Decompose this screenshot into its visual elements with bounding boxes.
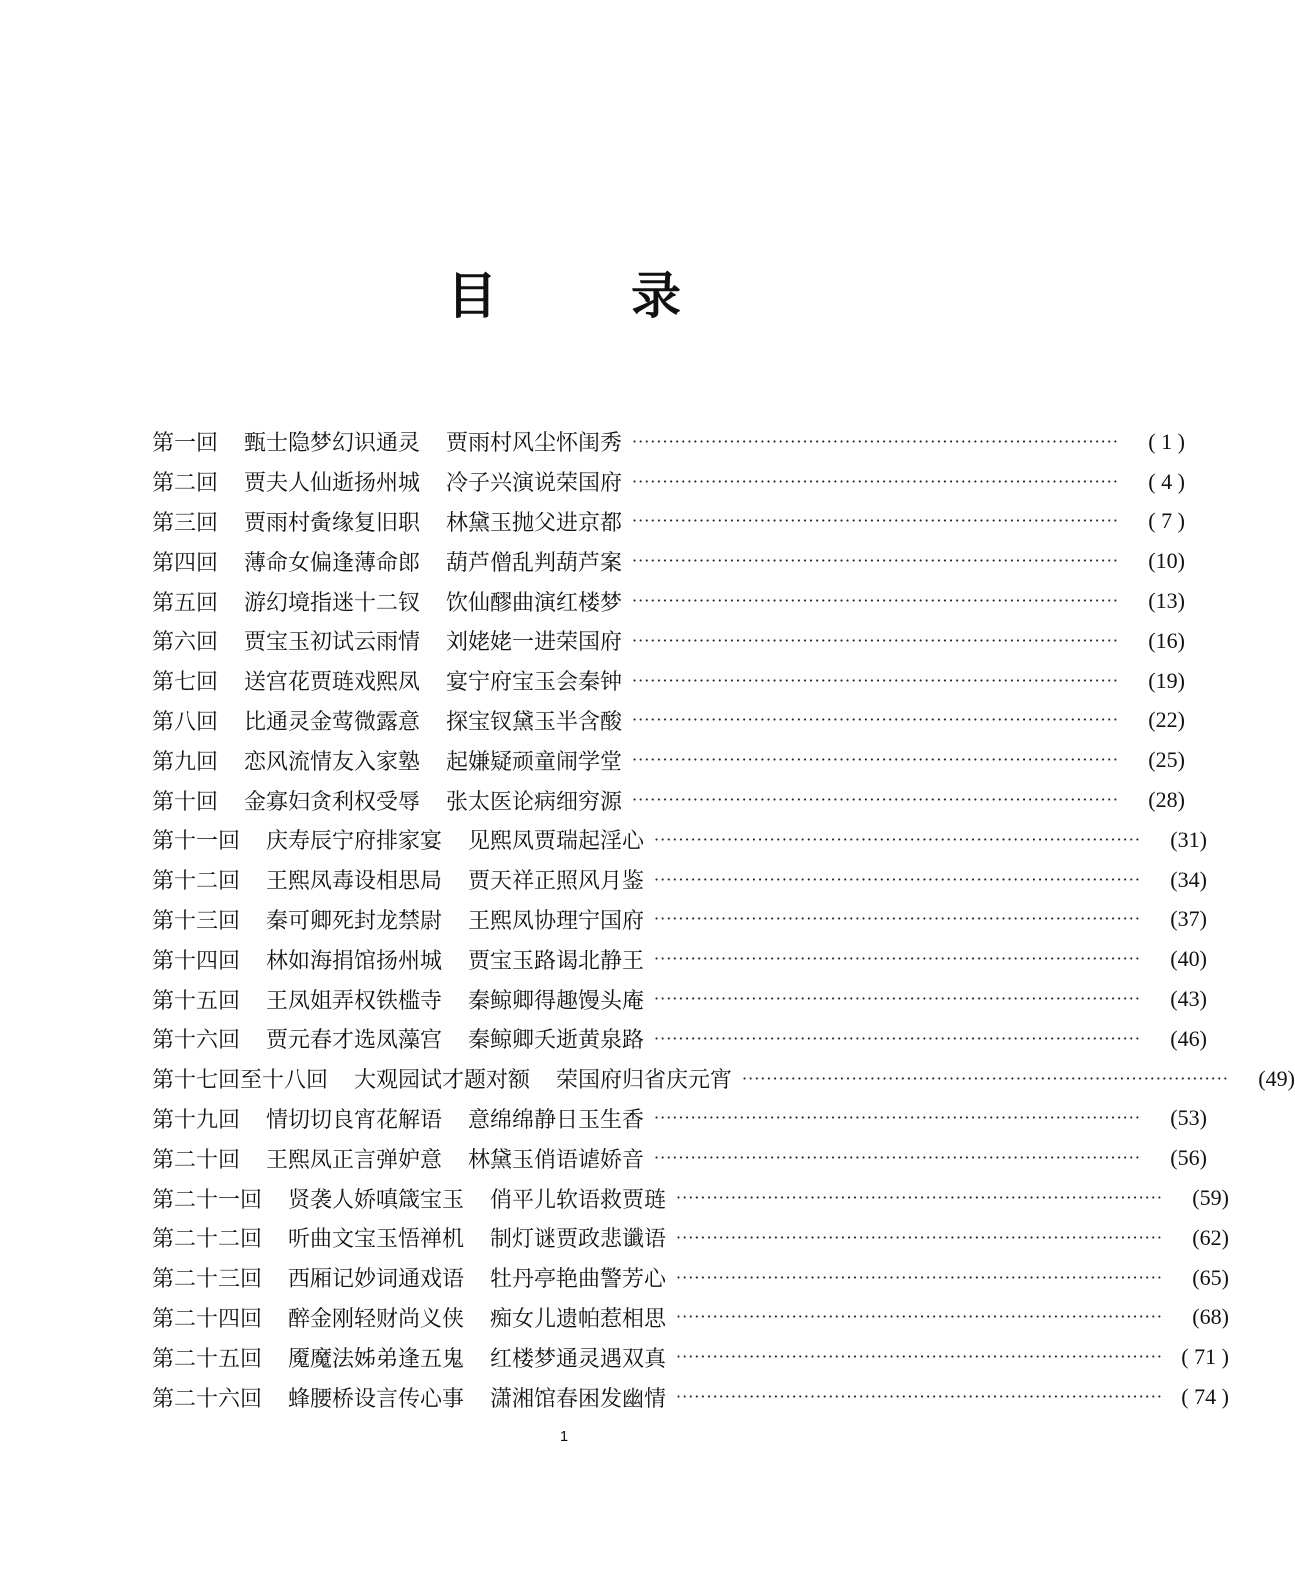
chapter-title-second-line: 起嫌疑顽童闹学堂 [446, 749, 623, 775]
dot-leader: ················································································ [676, 1387, 1163, 1407]
toc-entry[interactable] [152, 661, 1185, 701]
toc-entry[interactable] [152, 701, 1185, 741]
chapter-title-second-line: 冷子兴演说荣国府 [446, 471, 623, 497]
page-reference: (10) [1148, 548, 1185, 574]
chapter-number: 第一回 [152, 431, 219, 457]
chapter-number: 第二十一回 [152, 1187, 263, 1213]
chapter-title-first-line: 醉金刚轻财尚义侠 [288, 1306, 465, 1332]
toc-entry[interactable] [152, 1258, 1229, 1298]
page-reference: (68) [1192, 1304, 1229, 1330]
chapter-title-first-line: 听曲文宝玉悟禅机 [288, 1227, 465, 1253]
chapter-title-first-line: 贾夫人仙逝扬州城 [244, 471, 421, 497]
chapter-title-second-line: 红楼梦通灵遇双真 [490, 1346, 667, 1372]
page-reference: ( 1 ) [1148, 428, 1185, 454]
toc-entry[interactable] [152, 1019, 1207, 1059]
toc-entry[interactable] [152, 1377, 1229, 1417]
chapter-number: 第十五回 [152, 988, 241, 1014]
page-reference: (49) [1258, 1065, 1295, 1091]
toc-entry[interactable] [152, 621, 1185, 661]
dot-leader: ················································································ [632, 511, 1119, 531]
chapter-number: 第十一回 [152, 829, 241, 855]
chapter-number: 第十回 [152, 789, 219, 815]
chapter-title-second-line: 痴女儿遗帕惹相思 [490, 1306, 667, 1332]
chapter-number: 第三回 [152, 510, 219, 536]
chapter-number: 第五回 [152, 590, 219, 616]
toc-entry[interactable] [152, 462, 1185, 502]
chapter-title-first-line: 蜂腰桥设言传心事 [288, 1386, 465, 1412]
toc-entry[interactable] [152, 1298, 1229, 1338]
chapter-title-first-line: 贾雨村夤缘复旧职 [244, 510, 421, 536]
chapter-title-second-line: 制灯谜贾政悲谶语 [490, 1227, 667, 1253]
chapter-title-second-line: 张太医论病细穷源 [446, 789, 623, 815]
chapter-title-first-line: 王熙凤毒设相思局 [266, 869, 443, 895]
dot-leader: ················································································ [654, 1108, 1141, 1128]
toc-entry[interactable] [152, 1138, 1207, 1178]
page-reference: (62) [1192, 1224, 1229, 1250]
page-reference: (53) [1170, 1105, 1207, 1131]
chapter-title-first-line: 庆寿辰宁府排家宴 [266, 829, 443, 855]
dot-leader: ················································································ [654, 869, 1141, 889]
chapter-title-first-line: 情切切良宵花解语 [266, 1107, 443, 1133]
chapter-title-second-line: 探宝钗黛玉半含酸 [446, 709, 623, 735]
toc-entry[interactable] [152, 581, 1185, 621]
table-of-contents [152, 422, 1295, 1417]
dot-leader: ················································································ [676, 1227, 1163, 1247]
page-reference: (34) [1170, 866, 1207, 892]
chapter-title-first-line: 王熙凤正言弹妒意 [266, 1147, 443, 1173]
chapter-title-first-line: 西厢记妙词通戏语 [288, 1267, 465, 1293]
toc-entry[interactable] [152, 1218, 1229, 1258]
dot-leader: ················································································ [632, 790, 1119, 810]
chapter-number: 第十二回 [152, 869, 241, 895]
chapter-title-first-line: 甄士隐梦幻识通灵 [244, 431, 421, 457]
chapter-number: 第二十四回 [152, 1306, 263, 1332]
chapter-number: 第九回 [152, 749, 219, 775]
page-reference: (56) [1170, 1145, 1207, 1171]
chapter-number: 第二十二回 [152, 1227, 263, 1253]
page-reference: ( 4 ) [1148, 468, 1185, 494]
toc-entry[interactable] [152, 1059, 1295, 1099]
dot-leader: ················································································ [632, 471, 1119, 491]
chapter-number: 第十三回 [152, 908, 241, 934]
dot-leader: ················································································ [676, 1267, 1163, 1287]
chapter-title-second-line: 葫芦僧乱判葫芦案 [446, 550, 623, 576]
dot-leader: ················································································ [632, 551, 1119, 571]
toc-entry[interactable] [152, 1178, 1229, 1218]
chapter-title-second-line: 宴宁府宝玉会秦钟 [446, 670, 623, 696]
page-reference: ( 7 ) [1148, 508, 1185, 534]
dot-leader: ················································································ [654, 909, 1141, 929]
chapter-title-second-line: 意绵绵静日玉生香 [468, 1107, 645, 1133]
toc-entry[interactable] [152, 422, 1185, 462]
chapter-title-second-line: 俏平儿软语救贾琏 [490, 1187, 667, 1213]
chapter-title-second-line: 林黛玉抛父进京都 [446, 510, 623, 536]
chapter-number: 第二十回 [152, 1147, 241, 1173]
chapter-title-first-line: 林如海捐馆扬州城 [266, 948, 443, 974]
dot-leader: ················································································ [654, 1028, 1141, 1048]
chapter-number: 第二十三回 [152, 1267, 263, 1293]
page-reference: ( 74 ) [1181, 1384, 1229, 1410]
toc-entry[interactable] [152, 1337, 1229, 1377]
dot-leader: ················································································ [632, 750, 1119, 770]
chapter-number: 第四回 [152, 550, 219, 576]
chapter-title-first-line: 游幻境指迷十二钗 [244, 590, 421, 616]
chapter-title-first-line: 王凤姐弄权铁槛寺 [266, 988, 443, 1014]
chapter-number: 第十九回 [152, 1107, 241, 1133]
dot-leader: ················································································ [632, 710, 1119, 730]
chapter-title-second-line: 王熙凤协理宁国府 [468, 908, 645, 934]
toc-entry[interactable] [152, 939, 1207, 979]
chapter-number: 第二十五回 [152, 1346, 263, 1372]
dot-leader: ················································································ [676, 1307, 1163, 1327]
toc-entry[interactable] [152, 740, 1185, 780]
chapter-title-first-line: 秦可卿死封龙禁尉 [266, 908, 443, 934]
chapter-number: 第八回 [152, 709, 219, 735]
chapter-title-first-line: 送宫花贾琏戏熙凤 [244, 670, 421, 696]
dot-leader: ················································································ [632, 591, 1119, 611]
chapter-title-first-line: 贾元春才选凤藻宫 [266, 1028, 443, 1054]
chapter-title-second-line: 秦鲸卿夭逝黄泉路 [468, 1028, 645, 1054]
chapter-number: 第十七回至十八回 [152, 1068, 329, 1094]
chapter-title-first-line: 比通灵金莺微露意 [244, 709, 421, 735]
chapter-number: 第七回 [152, 670, 219, 696]
page-reference: (31) [1170, 826, 1207, 852]
dot-leader: ················································································ [632, 630, 1119, 650]
page-number: 1 [559, 1428, 569, 1445]
toc-entry[interactable] [152, 541, 1185, 581]
chapter-number: 第六回 [152, 630, 219, 656]
toc-entry[interactable] [152, 780, 1185, 820]
page-reference: (65) [1192, 1264, 1229, 1290]
chapter-title-first-line: 恋风流情友入家塾 [244, 749, 421, 775]
page-reference: (43) [1170, 986, 1207, 1012]
dot-leader: ················································································ [676, 1188, 1163, 1208]
chapter-number: 第二回 [152, 471, 219, 497]
toc-entry[interactable] [152, 502, 1185, 542]
chapter-title-second-line: 荣国府归省庆元宵 [556, 1068, 733, 1094]
chapter-number: 第十四回 [152, 948, 241, 974]
chapter-title-second-line: 林黛玉俏语谑娇音 [468, 1147, 645, 1173]
page-reference: (19) [1148, 667, 1185, 693]
chapter-title-first-line: 大观园试才题对额 [354, 1068, 531, 1094]
chapter-title-second-line: 贾天祥正照风月鉴 [468, 869, 645, 895]
chapter-title-second-line: 刘姥姥一进荣国府 [446, 630, 623, 656]
page-reference: (25) [1148, 747, 1185, 773]
page-reference: (46) [1170, 1025, 1207, 1051]
dot-leader: ················································································ [632, 670, 1119, 690]
chapter-number: 第二十六回 [152, 1386, 263, 1412]
page-reference: (28) [1148, 787, 1185, 813]
dot-leader: ················································································ [654, 829, 1141, 849]
chapter-title-second-line: 牡丹亭艳曲警芳心 [490, 1267, 667, 1293]
toc-entry[interactable] [152, 860, 1207, 900]
dot-leader: ················································································ [654, 1148, 1141, 1168]
page-reference: (16) [1148, 627, 1185, 653]
chapter-title-second-line: 秦鲸卿得趣馒头庵 [468, 988, 645, 1014]
page-title: 目 录 [447, 266, 723, 325]
page-reference: (40) [1170, 946, 1207, 972]
toc-entry[interactable] [152, 1099, 1207, 1139]
chapter-title-first-line: 薄命女偏逢薄命郎 [244, 550, 421, 576]
dot-leader: ················································································ [654, 989, 1141, 1009]
page-reference: (22) [1148, 707, 1185, 733]
page-reference: (13) [1148, 588, 1185, 614]
toc-entry[interactable] [152, 900, 1207, 940]
chapter-title-second-line: 饮仙醪曲演红楼梦 [446, 590, 623, 616]
dot-leader: ················································································ [632, 431, 1119, 451]
toc-entry[interactable] [152, 820, 1207, 860]
chapter-title-first-line: 贾宝玉初试云雨情 [244, 630, 421, 656]
chapter-title-first-line: 金寡妇贪利权受辱 [244, 789, 421, 815]
page-reference: ( 71 ) [1181, 1344, 1229, 1370]
chapter-title-second-line: 潇湘馆春困发幽情 [490, 1386, 667, 1412]
toc-entry[interactable] [152, 979, 1207, 1019]
dot-leader: ················································································ [654, 949, 1141, 969]
dot-leader: ················································································ [676, 1347, 1163, 1367]
chapter-title-second-line: 见熙凤贾瑞起淫心 [468, 829, 645, 855]
page-reference: (37) [1170, 906, 1207, 932]
chapter-number: 第十六回 [152, 1028, 241, 1054]
chapter-title-first-line: 贤袭人娇嗔箴宝玉 [288, 1187, 465, 1213]
dot-leader: ················································································ [742, 1068, 1229, 1088]
chapter-title-second-line: 贾雨村风尘怀闺秀 [446, 431, 623, 457]
chapter-title-first-line: 魇魔法姊弟逢五鬼 [288, 1346, 465, 1372]
page-reference: (59) [1192, 1185, 1229, 1211]
chapter-title-second-line: 贾宝玉路谒北静王 [468, 948, 645, 974]
